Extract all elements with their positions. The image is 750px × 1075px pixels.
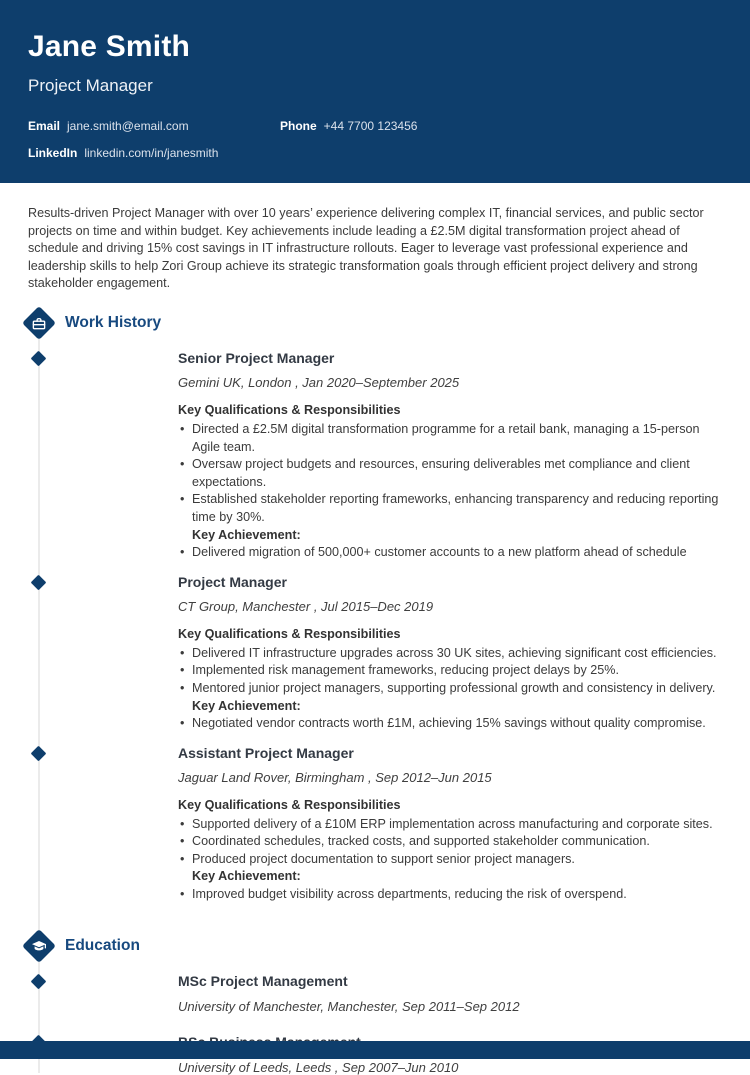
education-entry: [0, 973, 750, 1014]
degree-school-dates: University of Manchester, Manchester, Sep 2011–Sep 2012: [178, 998, 520, 1014]
candidate-name: Jane Smith: [28, 30, 191, 63]
work-entry: [0, 745, 750, 904]
education-title: Education: [65, 936, 140, 954]
contact-list: [28, 119, 722, 160]
contact-phone-label: Phone: [280, 119, 317, 133]
entry-bullet: • Improved budget visibility across departments, reducing the risk of overspend.: [178, 886, 722, 904]
timeline-marker-icon: [31, 351, 47, 367]
education-header: [0, 929, 750, 963]
contact-linkedin-label: LinkedIn: [28, 146, 78, 160]
entry-bullet: • Produced project documentation to support senior project managers.: [178, 851, 722, 869]
entry-role: Project Manager: [178, 573, 287, 590]
resume-header: [0, 0, 750, 183]
timeline-marker-icon: [31, 973, 47, 989]
work-entry: [0, 574, 750, 733]
entry-achievement-label: Key Achievement:: [192, 869, 301, 884]
entry-lines: [178, 645, 722, 733]
entry-company-dates: CT Group, Manchester , Jul 2015–Dec 2019: [178, 598, 434, 614]
entry-achievement-label: Key Achievement:: [192, 527, 301, 542]
entry-subheading: Key Qualifications & Responsibilities: [178, 626, 401, 641]
entry-subheading: Key Qualifications & Responsibilities: [178, 797, 401, 812]
briefcase-icon: [22, 306, 56, 340]
entry-subheading: Key Qualifications & Responsibilities: [178, 402, 401, 417]
entry-bullet: • Oversaw project budgets and resources, ensuring deliverables met compliance and client expectations.: [178, 456, 722, 491]
work-history-title: Work History: [65, 313, 162, 331]
work-entries: [0, 350, 750, 904]
entry-bullet: • Negotiated vendor contracts worth £1M, achieving 15% savings without quality compromise.: [178, 715, 722, 733]
entry-bullet: • Supported delivery of a £10M ERP implementation across manufacturing and corporate sites.: [178, 816, 722, 834]
work-entry: [0, 350, 750, 562]
degree-school-dates: University of Leeds, Leeds , Sep 2007–Jun 2010: [178, 1059, 459, 1075]
graduation-cap-icon: [22, 929, 56, 963]
entry-role: Assistant Project Manager: [178, 744, 354, 761]
timeline-marker-icon: [31, 574, 47, 590]
candidate-job-title: Project Manager: [28, 76, 153, 95]
entry-company-dates: Gemini UK, London , Jan 2020–September 2025: [178, 374, 460, 390]
entry-lines: [178, 816, 722, 904]
contact-phone: [280, 119, 722, 133]
entry-bullet: • Delivered IT infrastructure upgrades across 30 UK sites, achieving significant cost efficiencies.: [178, 645, 722, 663]
entry-bullet: • Delivered migration of 500,000+ customer accounts to a new platform ahead of schedule: [178, 544, 722, 562]
entry-company-dates: Jaguar Land Rover, Birmingham , Sep 2012–Jun 2015: [178, 769, 492, 785]
entry-bullet: • Mentored junior project managers, supporting professional growth and consistency in delivery.: [178, 680, 722, 698]
entry-bullet: • Directed a £2.5M digital transformation programme for a retail bank, managing a 15-person Agile team.: [178, 421, 722, 456]
education-entries: [0, 973, 750, 1075]
entry-achievement-label: Key Achievement:: [192, 698, 301, 713]
degree-title: MSc Project Management: [178, 972, 348, 989]
work-history-section: [0, 293, 750, 904]
contact-email-value: jane.smith@email.com: [67, 119, 189, 133]
professional-summary: Results-driven Project Manager with over 10 years’ experience delivering complex IT, financial services, and public sector projects on time and within budget. Key achievements include leading a £2.5M digital transformation project ahead of schedule and driving 15% cost savings in IT infrastructure rollouts. Eager to leverage vast professional experience and leadership skills to help Zori Group achieve its strategic transformation goals through efficient project delivery and strong stakeholder engagement.: [28, 206, 704, 291]
contact-email: [28, 119, 280, 133]
entry-bullet: • Coordinated schedules, tracked costs, and supported stakeholder communication.: [178, 833, 722, 851]
contact-email-label: Email: [28, 119, 61, 133]
entry-lines: [178, 421, 722, 562]
timeline-marker-icon: [31, 745, 47, 761]
entry-role: Senior Project Manager: [178, 349, 335, 366]
entry-bullet: • Established stakeholder reporting frameworks, enhancing transparency and reducing reporting time by 30%.: [178, 491, 722, 526]
contact-linkedin-value: linkedin.com/in/janesmith: [84, 146, 219, 160]
contact-phone-value: +44 7700 123456: [323, 119, 418, 133]
contact-linkedin: [28, 146, 280, 160]
work-history-header: [0, 306, 750, 340]
entry-bullet: • Implemented risk management frameworks, reducing project delays by 25%.: [178, 662, 722, 680]
footer-accent-bar: [0, 1041, 750, 1059]
